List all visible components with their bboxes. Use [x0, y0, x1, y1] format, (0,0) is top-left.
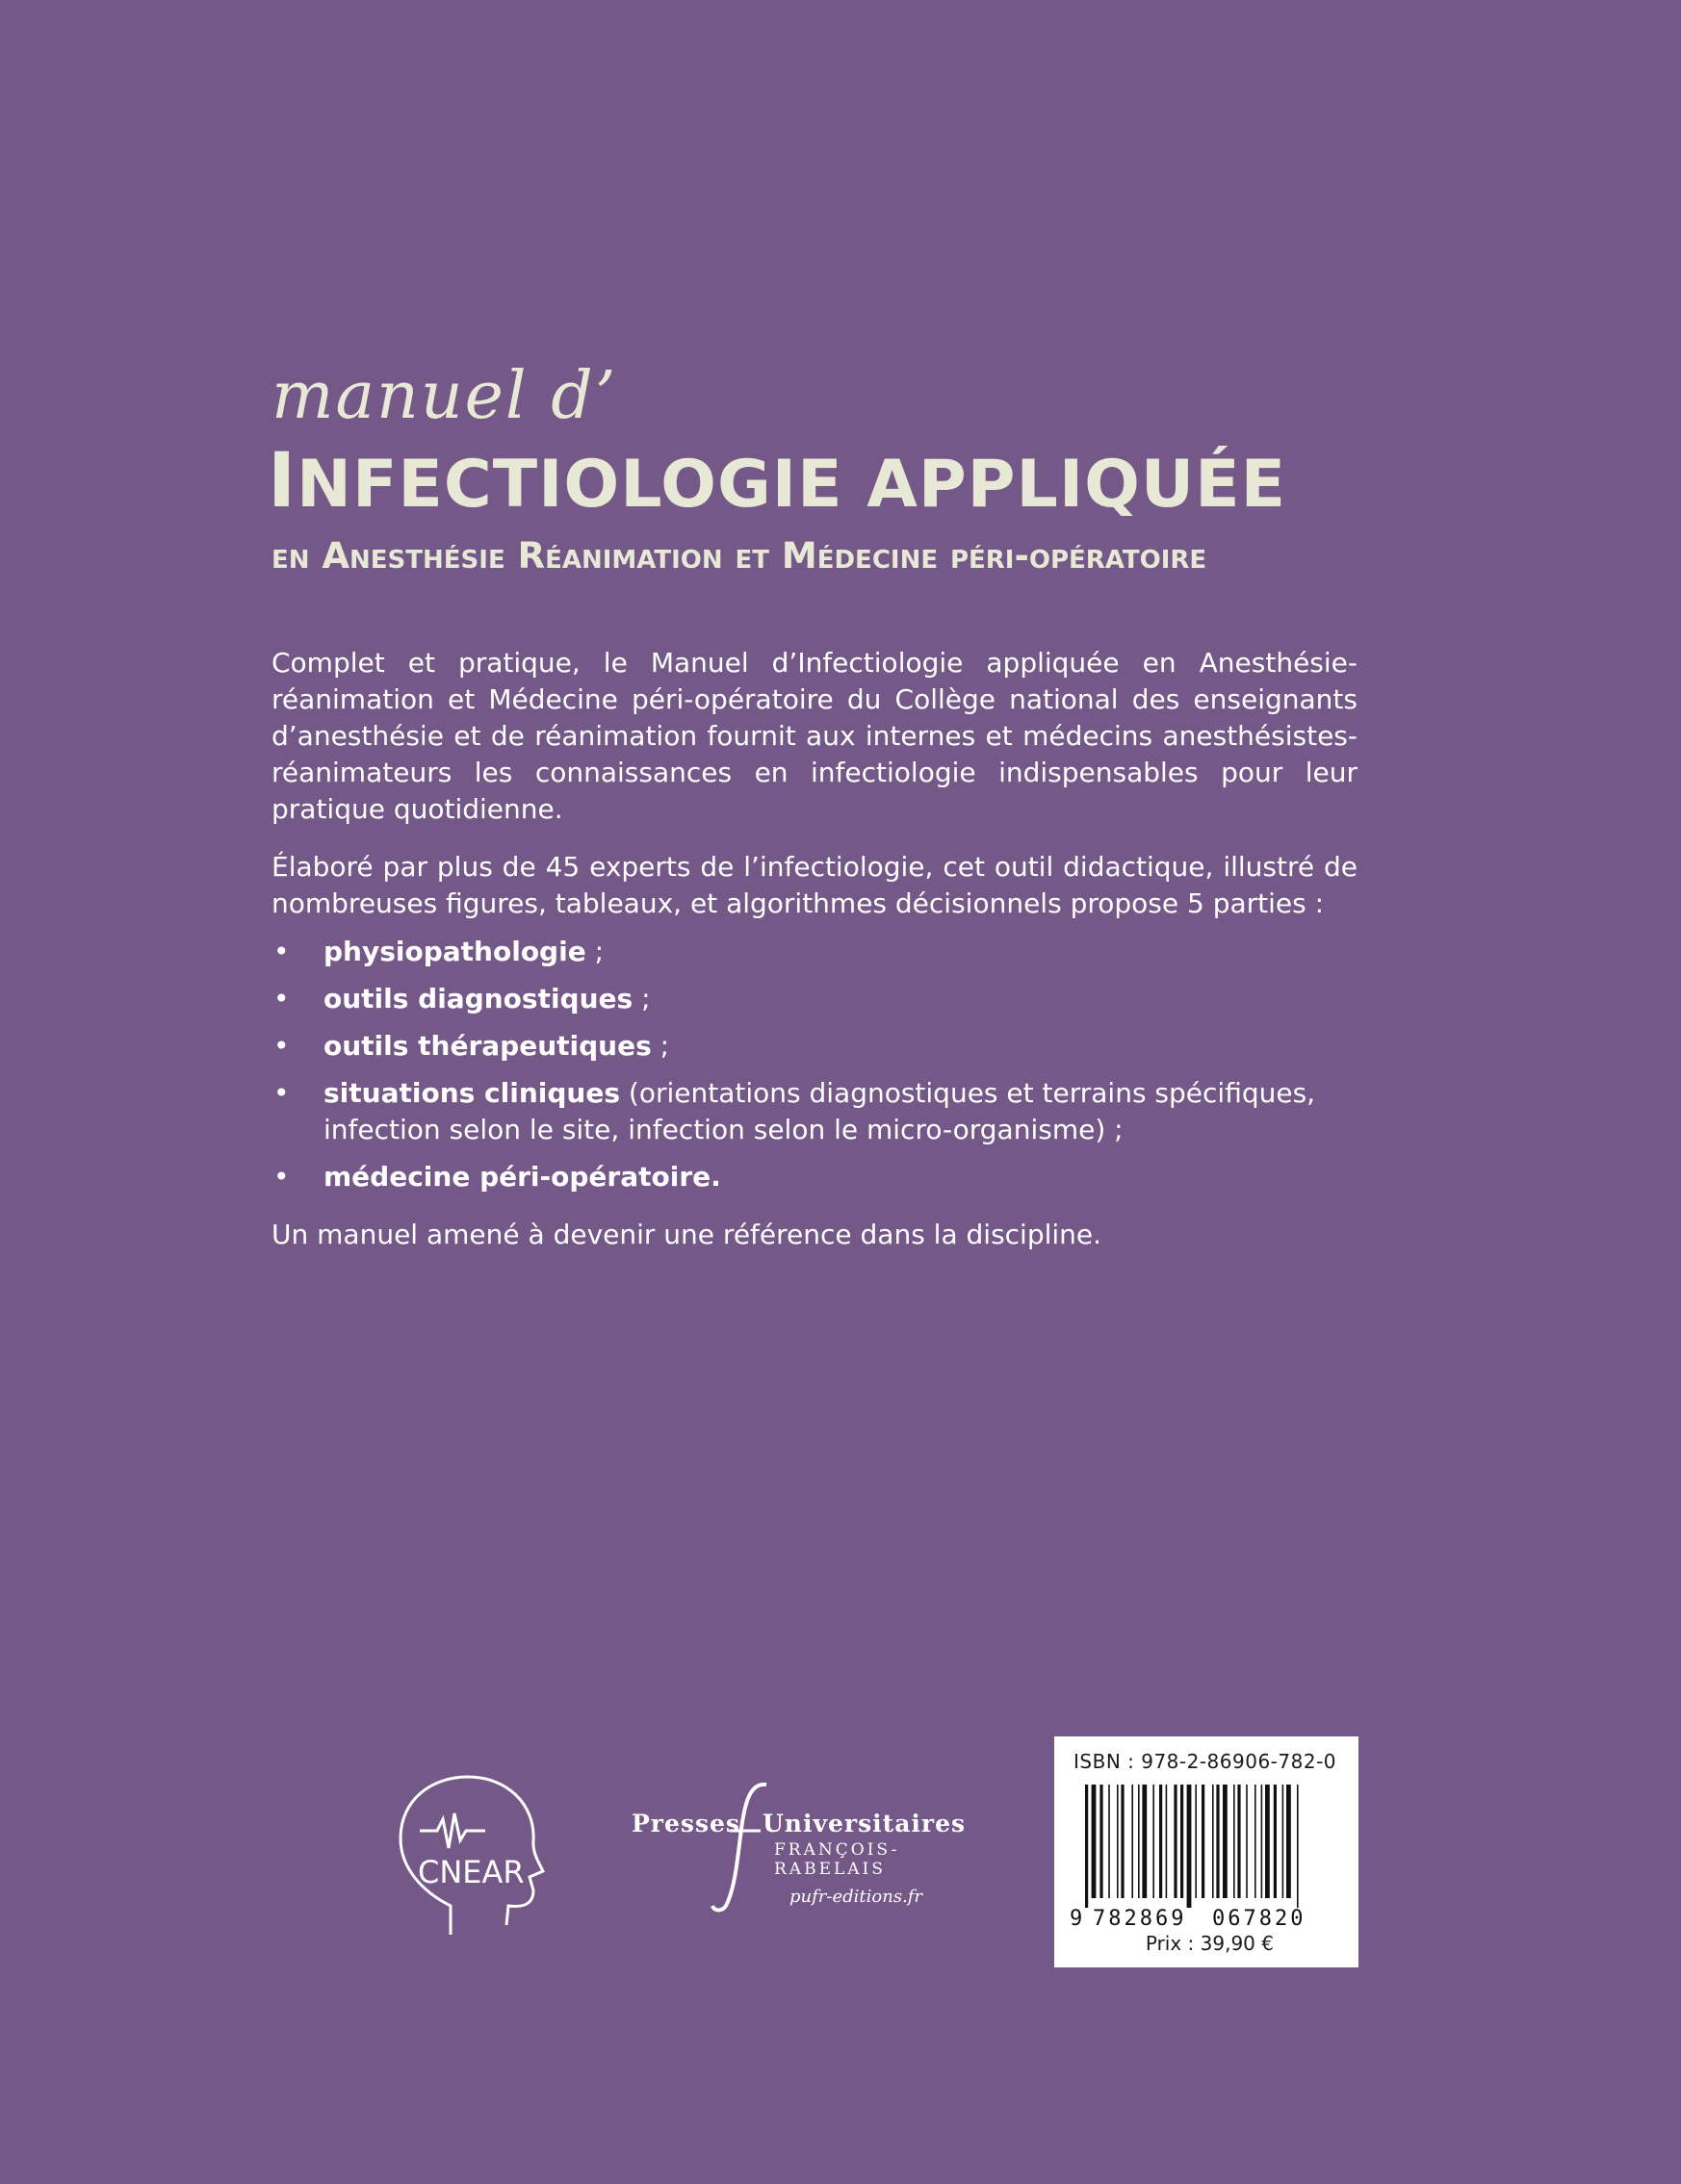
barcode-bar — [1195, 1785, 1197, 1898]
list-item-bold: physiopathologie — [323, 936, 586, 967]
barcode-bar — [1237, 1785, 1240, 1898]
book-subtitle-text: en Anesthésie Réanimation et Médecine péri-opératoire — [272, 535, 1207, 577]
barcode-bar — [1261, 1785, 1263, 1898]
pufr-f-icon — [709, 1781, 776, 1915]
head-profile-icon — [393, 1771, 547, 1944]
barcode-bar — [1246, 1785, 1248, 1898]
list-item-rest: ; — [651, 1030, 670, 1062]
book-title — [268, 438, 1286, 525]
pufr-francois-rabelais: FRANÇOIS-RABELAIS — [774, 1840, 900, 1879]
barcode-digits-left: 782869 — [1093, 1907, 1187, 1929]
list-item-rest: ; — [633, 983, 651, 1015]
barcode-bar — [1121, 1785, 1124, 1898]
barcode-bar — [1233, 1785, 1235, 1898]
list-item — [272, 1028, 1358, 1065]
parts-list — [272, 934, 1358, 1195]
barcode-digit-lead: 9 — [1070, 1907, 1083, 1929]
list-item — [272, 1075, 1358, 1148]
list-item-rest: ; — [585, 936, 605, 967]
pufr-logo — [628, 1781, 967, 1915]
barcode-bar — [1254, 1785, 1256, 1898]
barcode-bar — [1265, 1785, 1270, 1898]
barcode-bar — [1202, 1785, 1204, 1898]
pufr-universitaires: Universitaires — [763, 1810, 967, 1837]
list-item-bold: médecine péri-opératoire. — [323, 1161, 721, 1193]
barcode-bar — [1159, 1785, 1162, 1898]
list-item — [272, 1159, 1358, 1195]
barcode-bar — [1108, 1785, 1110, 1898]
barcode-bar — [1166, 1785, 1168, 1898]
barcode-bar — [1152, 1785, 1154, 1898]
isbn-box — [1054, 1736, 1358, 1967]
pufr-url: pufr-editions.fr — [789, 1887, 923, 1907]
book-subtitle — [272, 535, 1206, 577]
barcode-bar — [1085, 1785, 1088, 1908]
isbn-label: ISBN : 978-2-86906-782-0 — [1073, 1750, 1337, 1773]
book-title-initial: I — [268, 438, 297, 525]
barcode-bar — [1131, 1785, 1133, 1898]
cnear-logo-text: CNEAR — [418, 1854, 525, 1890]
list-item — [272, 981, 1358, 1017]
barcode-bar — [1099, 1785, 1102, 1898]
cnear-logo — [393, 1771, 547, 1944]
price: Prix : 39,90 € — [1145, 1932, 1274, 1955]
barcode-bar — [1117, 1785, 1119, 1898]
barcode-bar — [1223, 1785, 1228, 1898]
blurb-closing: Un manuel amené à devenir une référence dans la discipline. — [272, 1219, 1102, 1250]
barcode-bar — [1212, 1785, 1214, 1898]
barcode-digits-right: 067820 — [1212, 1907, 1306, 1929]
title-script-line: manuel d’ — [272, 358, 618, 434]
barcode — [1068, 1785, 1347, 1929]
barcode-bar — [1138, 1785, 1140, 1898]
list-item-bold: outils thérapeutiques — [323, 1030, 652, 1062]
list-item-bold: outils diagnostiques — [323, 983, 634, 1015]
pufr-presses: Presses — [632, 1810, 741, 1837]
barcode-bar — [1282, 1785, 1284, 1898]
barcode-bar — [1187, 1785, 1192, 1908]
barcode-bar — [1142, 1785, 1147, 1898]
barcode-bar — [1286, 1785, 1291, 1898]
barcode-bar — [1297, 1785, 1299, 1908]
list-item-bold: situations cliniques — [323, 1077, 620, 1109]
barcode-bar — [1174, 1785, 1177, 1898]
book-title-rest: NFECTIOLOGIE APPLIQUÉE — [297, 447, 1287, 523]
barcode-bar — [1216, 1785, 1219, 1898]
list-item-rest: (orientations diagnostiques et terrains spécifiques, infection selon le site, infection selon le micro-organisme) ; — [323, 1077, 1316, 1145]
blurb-paragraph-2: Élaboré par plus de 45 experts de l’infectiologie, cet outil didactique, illustré de nombreuses figures, tableaux, et algorithmes décisionnels propose 5 parties : — [272, 851, 1358, 919]
barcode-bar — [1180, 1785, 1183, 1898]
list-item — [272, 934, 1358, 970]
blurb-paragraph-1: Complet et pratique, le Manuel d’Infectiologie appliquée en Anesthésie-réanimation et Médecine péri-opératoire du Collège national des enseignants d’anesthésie et de réanimation fournit aux internes et médecins anesthésistes-réanimateurs les connaissances en infectiologie indispensables pour leur pratique quotidienne. — [272, 647, 1358, 825]
blurb — [272, 645, 1358, 1274]
barcode-bar — [1274, 1785, 1277, 1898]
barcode-bar — [1092, 1785, 1097, 1898]
